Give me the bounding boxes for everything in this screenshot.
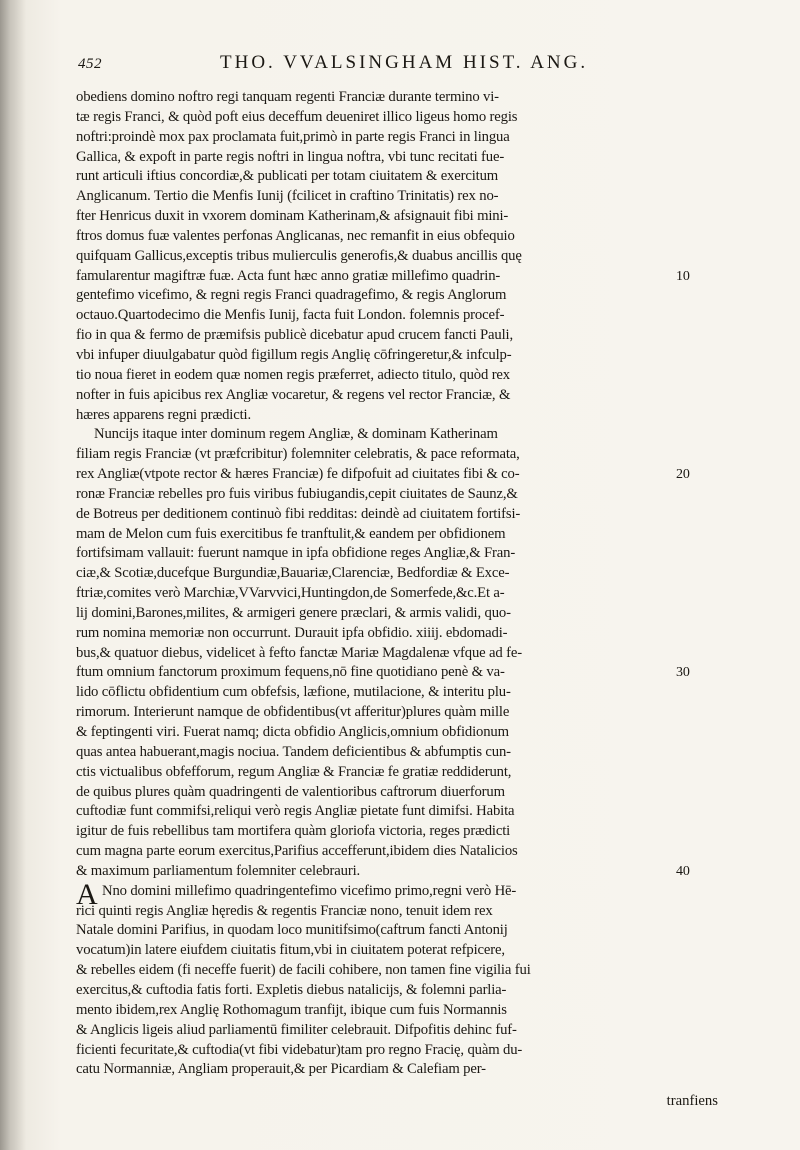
text-line bbox=[76, 1041, 716, 1061]
text-line-content: vocatum)in latere eiufdem ciuitatis fitum,vbi in ciuitatem poterat refpicere, bbox=[76, 942, 505, 959]
text-line-content: Nno domini millefimo quadringentefimo vicefimo primo,regni verò Hē- bbox=[102, 882, 517, 899]
text-line-content: tio noua fieret in eodem quæ nomen regis præferret, adiecto titulo, quòd rex bbox=[76, 366, 510, 383]
text-line-content: exercitus,& cuftodia fatis forti. Expletis diebus natalicijs, & folemni parlia- bbox=[76, 981, 507, 998]
text-line bbox=[76, 663, 716, 683]
text-line bbox=[76, 445, 716, 465]
text-line-content: mam de Melon cum fuis exercitibus fe tranftulit,& eandem per obfidionem bbox=[76, 525, 506, 542]
text-line bbox=[76, 306, 716, 326]
text-line bbox=[76, 406, 716, 426]
text-line bbox=[76, 624, 716, 644]
text-line bbox=[76, 981, 716, 1001]
text-line bbox=[76, 902, 716, 922]
text-line bbox=[76, 1021, 716, 1041]
text-line bbox=[76, 703, 716, 723]
text-line bbox=[76, 227, 716, 247]
text-line-content: vbi infuper diuulgabatur quòd figillum regis Anglię cōfringeretur,& infculp- bbox=[76, 346, 512, 363]
text-line bbox=[76, 148, 716, 168]
text-line-content: noftri:proindè mox pax proclamata fuit,primò in parte regis Franci in lingua bbox=[76, 128, 510, 145]
text-line bbox=[76, 505, 716, 525]
text-line bbox=[76, 763, 716, 783]
text-line bbox=[76, 584, 716, 604]
text-line bbox=[76, 465, 716, 485]
text-line-content: quifquam Gallicus,exceptis tribus mulierculis generofis,& duabus ancillis quę bbox=[76, 247, 522, 264]
catchword: tranfiens bbox=[666, 1093, 718, 1109]
text-line bbox=[76, 544, 716, 564]
text-line-content: bus,& quatuor diebus, videlicet à fefto fanctæ Mariæ Magdalenæ vfque ad fe- bbox=[76, 644, 522, 661]
text-line-content: quas antea habuerant,magis nociua. Tandem deficientibus & abfumptis cun- bbox=[76, 743, 511, 760]
drop-cap: A bbox=[76, 878, 98, 911]
text-line-content: igitur de fuis rebellibus tam mortifera quàm gloriofa victoria, reges prædicti bbox=[76, 823, 511, 840]
text-line bbox=[76, 167, 716, 187]
text-line bbox=[76, 1060, 716, 1080]
text-line-content: & feptingenti viri. Fuerat namq; dicta obfidio Anglicis,omnium obfidionum bbox=[76, 724, 509, 740]
margin-line-number: 20 bbox=[676, 467, 690, 483]
page-number: 452 bbox=[78, 56, 102, 72]
margin-line-number: 40 bbox=[676, 863, 690, 879]
text-line-content: & Anglicis ligeis aliud parliamentū fimiliter celebrauit. Difpofitis dehinc fuf- bbox=[76, 1021, 517, 1038]
text-line bbox=[76, 644, 716, 664]
text-line bbox=[76, 862, 716, 882]
text-line bbox=[76, 921, 716, 941]
text-line bbox=[76, 723, 716, 743]
text-line bbox=[76, 842, 716, 862]
text-line bbox=[76, 326, 716, 346]
gutter-shadow bbox=[0, 0, 26, 1150]
text-line-content: rum nomina memoriæ non occurrunt. Durauit ipfa obfidio. xiiij. ebdomadi- bbox=[76, 624, 508, 641]
text-line-content: ftum omnium fanctorum proximum fequens,nō fine quotidiano penè & va- bbox=[76, 664, 505, 681]
text-line-content: fio in qua & fermo de præmifsis publicè dicebatur apud crucem fancti Pauli, bbox=[76, 327, 513, 344]
text-line-content: rimorum. Interierunt namque de obfidentibus(vt afferitur)plures quàm mille bbox=[76, 704, 510, 721]
text-line bbox=[76, 187, 716, 207]
text-line-content: fortifsimam vallauit: fuerunt namque in ipfa obfidione reges Angliæ,& Fran- bbox=[76, 545, 516, 562]
text-line-content: famularentur magiftræ fuæ. Acta funt hæc anno gratiæ millefimo quadrin- bbox=[76, 267, 501, 284]
text-line-content: mento ibidem,rex Anglię Rothomagum tranfijt, ibique cum fuis Normannis bbox=[76, 1001, 507, 1018]
text-line-content: & maximum parliamentum folemniter celebrauri. bbox=[76, 862, 361, 879]
text-line bbox=[76, 822, 716, 842]
text-line bbox=[76, 247, 716, 267]
text-line-content: filiam regis Franciæ (vt præfcribitur) folemniter celebratis, & pace reformata, bbox=[76, 446, 520, 463]
text-line-content: lij domini,Barones,milites, & armigeri genere præclari, & armis validi, quo- bbox=[76, 604, 511, 621]
text-line bbox=[76, 346, 716, 366]
running-head bbox=[78, 52, 718, 78]
text-line-content: ctis victualibus obfefforum, regum Angliæ & Franciæ fe gratiæ reddiderunt, bbox=[76, 763, 512, 780]
text-line-content: Anglicanum. Tertio die Menfis Iunij (fcilicet in craftino Trinitatis) rex no- bbox=[76, 188, 499, 205]
text-line bbox=[76, 1001, 716, 1021]
text-line-content: hæres apparens regni prædicti. bbox=[76, 406, 251, 423]
text-line-content: lido cōflictu obfidentium cum obfefsis, læfione, mutilacione, & interitu plu- bbox=[76, 684, 511, 701]
text-line bbox=[76, 941, 716, 961]
text-line bbox=[76, 683, 716, 703]
text-line bbox=[76, 783, 716, 803]
text-line-content: de quibus plures quàm quadringenti de valentioribus caftrorum diuerforum bbox=[76, 783, 505, 800]
text-line bbox=[76, 128, 716, 148]
text-line-content: octauo.Quartodecimo die Menfis Iunij, facta fuit London. folemnis procef- bbox=[76, 307, 505, 324]
text-line-content: de Botreus per deditionem continuò fibi redditas: deindè ad ciuitatem fortifsi- bbox=[76, 505, 521, 522]
text-line bbox=[76, 386, 716, 406]
text-line bbox=[76, 425, 716, 445]
text-line-content: runt articuli iftius concordiæ,& publicati per totam ciuitatem & exercitum bbox=[76, 168, 499, 185]
margin-line-number: 10 bbox=[676, 268, 690, 284]
text-line-content: ciæ,& Scotiæ,ducefque Burgundiæ,Bauariæ,Clarenciæ, Bedfordiæ & Exce- bbox=[76, 565, 510, 582]
text-line-content: tæ regis Franci, & quòd poft eius deceffum deueniret illico ligeus homo regis bbox=[76, 108, 518, 125]
text-line bbox=[76, 366, 716, 386]
text-line bbox=[76, 207, 716, 227]
running-title: THO. VVALSINGHAM HIST. ANG. bbox=[220, 52, 589, 73]
text-line bbox=[76, 882, 716, 902]
text-line bbox=[76, 802, 716, 822]
text-line bbox=[76, 961, 716, 981]
margin-line-number: 30 bbox=[676, 665, 690, 681]
text-line-content: gentefimo vicefimo, & regni regis Franci quadragefimo, & regis Anglorum bbox=[76, 287, 507, 304]
text-line-content: nofter in fuis apicibus rex Angliæ vocaretur, & regens vel rector Franciæ, & bbox=[76, 386, 511, 403]
text-line bbox=[76, 88, 716, 108]
text-line-content: cum magna parte eorum exercitus,Parifius accefferunt,ibidem dies Natalicios bbox=[76, 843, 518, 860]
text-line bbox=[76, 485, 716, 505]
text-line bbox=[76, 743, 716, 763]
text-line-content: Natale domini Parifius, in quodam loco munitifsimo(caftrum fancti Antonij bbox=[76, 922, 508, 939]
text-line-content: & rebelles eidem (fi neceffe fuerit) de facili cohibere, non tamen fine vigilia fui bbox=[76, 962, 531, 979]
text-line bbox=[76, 604, 716, 624]
text-body bbox=[76, 88, 716, 1080]
text-line-content: ftros domus fuæ valentes perfonas Anglicanas, nec remanfit in eius obfequio bbox=[76, 227, 515, 244]
text-line-content: Nuncijs itaque inter dominum regem Angliæ, & dominam Katherinam bbox=[94, 426, 498, 443]
text-line-content: cuftodiæ funt commifsi,reliqui verò regis Angliæ pietate funt dimifsi. Habita bbox=[76, 803, 515, 820]
text-line bbox=[76, 286, 716, 306]
text-line-content: Gallica, & expoft in parte regis noftri in lingua noftra, vbi tunc recitati fue- bbox=[76, 148, 505, 165]
text-line bbox=[76, 267, 716, 287]
text-line-content: rex Angliæ(vtpote rector & hæres Franciæ) fe difpofuit ad ciuitates fibi & co- bbox=[76, 466, 520, 483]
text-line-content: ficienti fecuritate,& cuftodia(vt fibi videbatur)tam pro regno Fracię, quàm du- bbox=[76, 1041, 523, 1058]
text-line-content: obediens domino noftro regi tanquam regenti Franciæ durante termino vi- bbox=[76, 89, 499, 105]
text-line bbox=[76, 564, 716, 584]
text-line-content: ftriæ,comites verò Marchiæ,VVarvvici,Huntingdon,de Somerfede,&c.Et a- bbox=[76, 585, 505, 602]
text-line bbox=[76, 108, 716, 128]
text-line-content: fter Henricus duxit in vxorem dominam Katherinam,& afsignauit fibi mini- bbox=[76, 208, 509, 225]
text-line-content: catu Normanniæ, Angliam properauit,& per Picardiam & Calefiam per- bbox=[76, 1061, 486, 1078]
text-line-content: rici quinti regis Angliæ hęredis & regentis Franciæ nono, tenuit idem rex bbox=[76, 902, 493, 919]
text-line bbox=[76, 525, 716, 545]
text-line-content: ronæ Franciæ rebelles pro fuis viribus fubiugandis,cepit ciuitates de Saunz,& bbox=[76, 485, 518, 502]
